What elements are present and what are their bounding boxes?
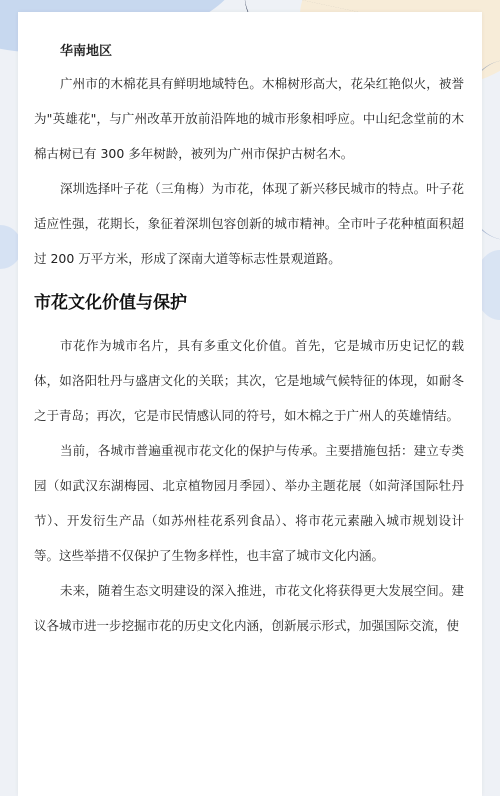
paragraph-shenzhen: 深圳选择叶子花（三角梅）为市花，体现了新兴移民城市的特点。叶子花适应性强，花期长，象征着深圳包容创新的城市精神。全市叶子花种植面积超过 200 万平方米，形成了深南大道等标志性景观道路。 <box>34 181 464 266</box>
paragraph-future: 未来，随着生态文明建设的深入推进，市花文化将获得更大发展空间。建议各城市进一步挖掘市花的历史文化内涵，创新展示形式，加强国际交流，使 <box>34 583 464 633</box>
section-title: 市花文化价值与保护 <box>34 293 187 313</box>
paragraph-guangzhou: 广州市的木棉花具有鲜明地域特色。木棉树形高大，花朵红艳似火，被誉为"英雄花"，与广州改革开放前沿阵地的城市形象相呼应。中山纪念堂前的木棉古树已有 300 多年树龄，被列为广州市保护古树名木。 <box>34 76 464 161</box>
document-body <box>34 42 464 643</box>
document-page <box>18 12 482 796</box>
region-subheading: 华南地区 <box>60 44 113 59</box>
paragraph-protection: 当前，各城市普遍重视市花文化的保护与传承。主要措施包括：建立专类园（如武汉东湖梅园、北京植物园月季园）、举办主题花展（如菏泽国际牡丹节）、开发衍生产品（如苏州桂花系列食品）、将市花元素融入城市规划设计等。这些举措不仅保护了生物多样性，也丰富了城市文化内涵。 <box>34 443 464 563</box>
paragraph-cultural-value: 市花作为城市名片，具有多重文化价值。首先，它是城市历史记忆的载体，如洛阳牡丹与盛唐文化的关联；其次，它是地域气候特征的体现，如耐冬之于青岛；再次，它是市民情感认同的符号，如木棉之于广州人的英雄情结。 <box>34 338 464 423</box>
